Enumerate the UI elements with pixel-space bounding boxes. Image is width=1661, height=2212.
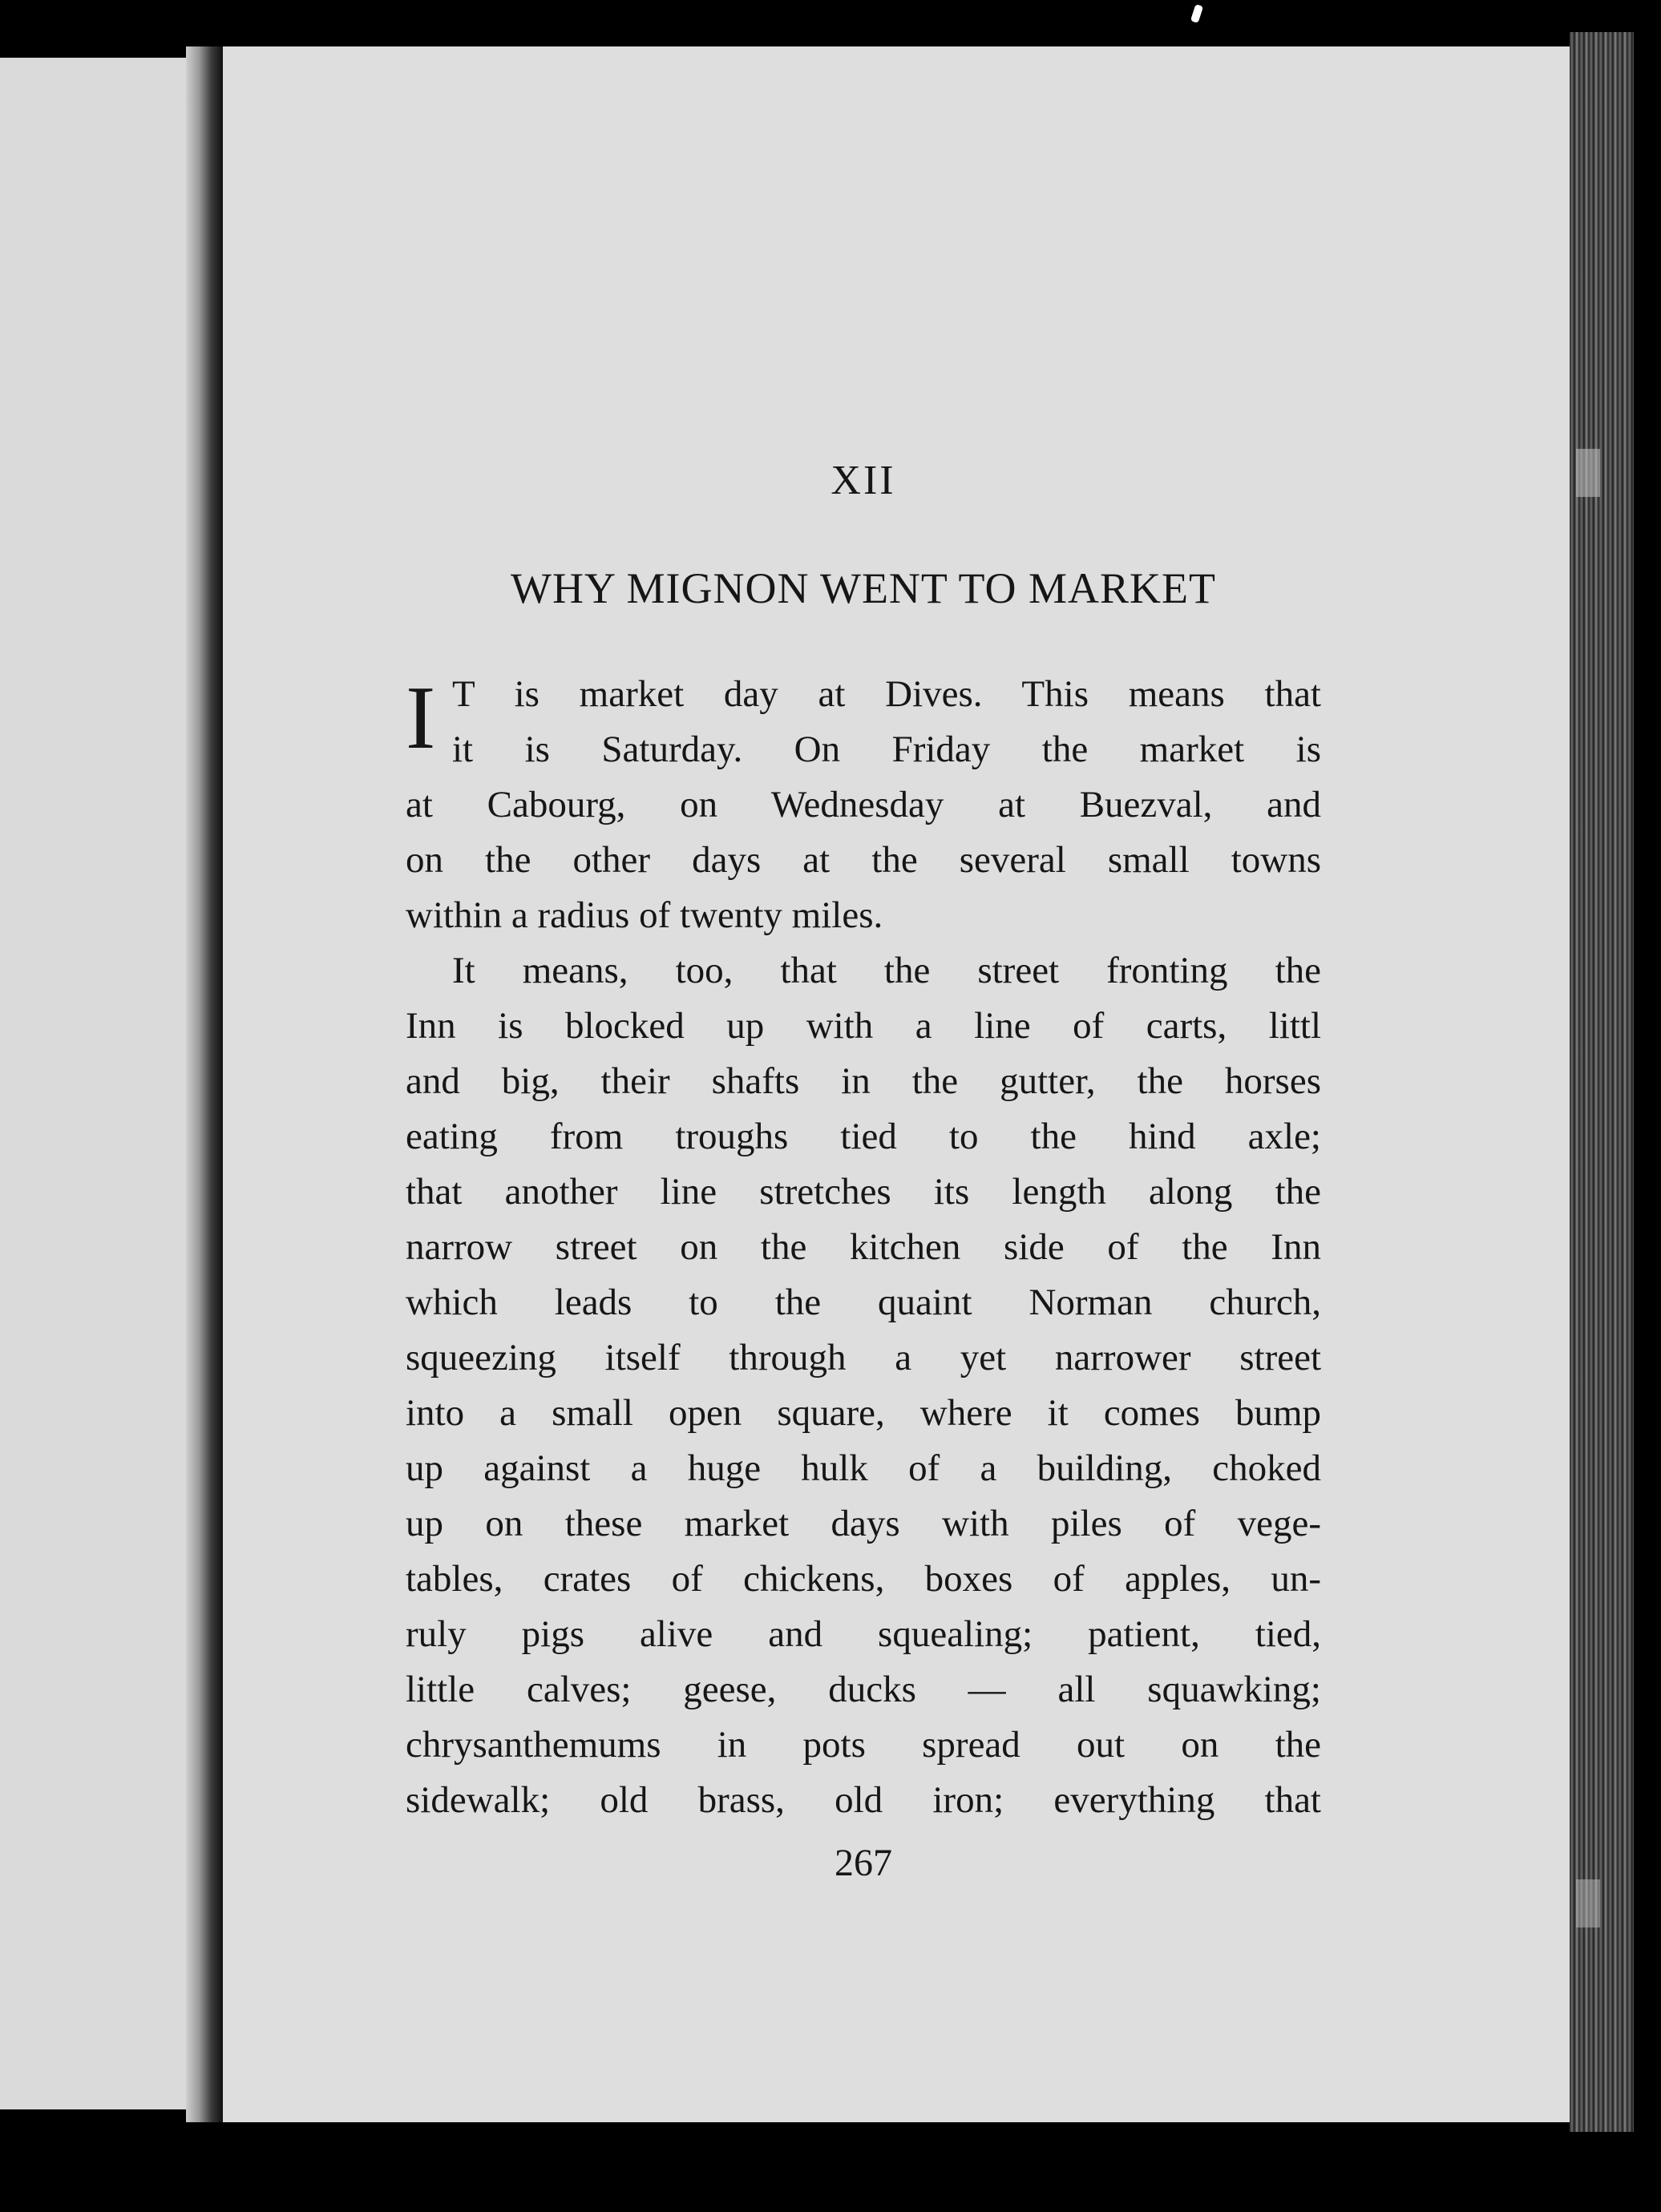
text-line: within a radius of twenty miles. [406,894,883,936]
scan-dust-mark [1576,449,1600,497]
text-line: which leads to the quaint Norman church, [406,1282,1321,1323]
text-line: eating from troughs tied to the hind axle; [406,1116,1321,1157]
text-line: squeezing itself through a yet narrower street [406,1337,1321,1378]
text-line: chrysanthemums in pots spread out on the [406,1724,1321,1766]
text-line: It means, too, that the street fronting the [452,950,1321,991]
text-line: and big, their shafts in the gutter, the horses [406,1060,1321,1102]
text-line: tables, crates of chickens, boxes of apples, un- [406,1558,1321,1600]
drop-cap: I [406,668,436,768]
text-line: at Cabourg, on Wednesday at Buezval, and [406,784,1321,825]
chapter-number: XII [830,458,896,503]
text-line: ruly pigs alive and squealing; patient, tied, [406,1613,1321,1655]
text-line: sidewalk; old brass, old iron; everything that [406,1779,1321,1821]
text-line: up on these market days with piles of vege- [406,1503,1321,1544]
body-text [406,667,1321,1828]
book-gutter [186,46,223,2122]
text-line: Inn is blocked up with a line of carts, littl [406,1005,1321,1047]
left-page-edge [0,58,186,2109]
text-line: into a small open square, where it comes bump [406,1392,1321,1434]
scan-dust-mark [1190,4,1203,23]
text-line: it is Saturday. On Friday the market is [452,729,1321,770]
text-line: T is market day at Dives. This means that [452,673,1321,715]
chapter-title: WHY MIGNON WENT TO MARKET [511,564,1216,612]
text-line: up against a huge hulk of a building, choked [406,1447,1321,1489]
text-line: narrow street on the kitchen side of the Inn [406,1226,1321,1268]
page-number: 267 [835,1842,892,1884]
page-stack-edge [1570,32,1634,2132]
text-line: that another line stretches its length along the [406,1171,1321,1213]
text-line: on the other days at the several small towns [406,839,1321,881]
scan-dust-mark [1576,1879,1600,1927]
text-line: little calves; geese, ducks — all squawking; [406,1669,1321,1710]
